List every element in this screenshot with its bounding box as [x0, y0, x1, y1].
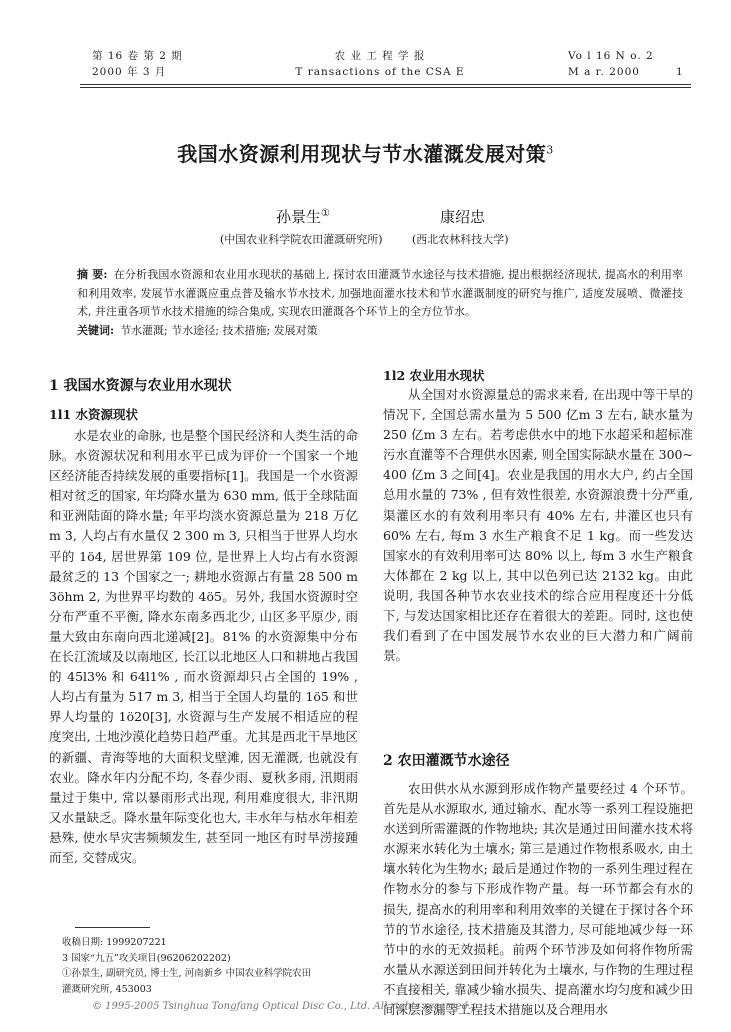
footnote-received-date: 收稿日期: 1999207221: [62, 937, 167, 948]
abstract: [77, 266, 683, 322]
title-footnote-mark: 3: [546, 143, 554, 157]
header-journal-cn: 农 业 工 程 学 报: [334, 50, 426, 62]
footnote-author-bio: ①孙景生, 副研究员, 博士生, 河南新乡 中国农业科学院农田: [62, 968, 312, 979]
subsection-1-2-heading: 1l2 农业用水现状: [383, 368, 485, 383]
header-volume-issue-en: Vo l 16 N o. 2: [568, 50, 654, 62]
author-2: [440, 206, 485, 227]
abstract-label: 摘 要:: [77, 268, 108, 281]
left-column-body: [49, 426, 358, 868]
header-date-en: M a r. 2000: [568, 66, 640, 78]
footnote-rule: [75, 927, 150, 928]
author-1-affiliation: (中国农业科学院农田灌溉研究所): [220, 233, 383, 246]
footnotes: [62, 935, 372, 997]
section-2-body: [383, 779, 693, 1020]
author-2-affiliation: (西北农林科技大学): [412, 233, 509, 246]
keywords: [77, 322, 683, 341]
header-journal-en: T ransactions of the CSA E: [295, 66, 465, 78]
header-date-cn: 2000 年 3 月: [92, 66, 167, 78]
subsection-1-1-heading: 1l1 水资源现状: [49, 407, 138, 422]
page-number: 1: [676, 66, 683, 78]
author-1-name: 孙景生: [276, 208, 322, 226]
section-1-heading: 1 我国水资源与农业用水现状: [49, 378, 232, 394]
running-header-left: [92, 48, 183, 80]
keywords-text: 节水灌溉; 节水途径; 技术措施; 发展对策: [120, 324, 318, 337]
header-rule-top: [80, 84, 691, 85]
author-2-name: 康绍忠: [440, 208, 486, 226]
keywords-label: 关键词:: [77, 324, 115, 337]
footnote-author-bio-cont: 灌溉研究所, 453003: [62, 983, 152, 995]
paragraph-water-resources: 水是农业的命脉, 也是整个国民经济和人类生活的命脉。水资源状况和利用水平已成为评价一个国家一个地区经济能否持续发展的重要指标[1]。我国是一个水资源相对贫乏的国家, 年均降水量为 630 mm, 低于全球陆面和亚洲陆面的降水量; 年平均淡水资源总量为 218 万亿 m 3, 人均占有水量仅 2 300 m 3, 只相当于世界人均水平的 1ö4, 居世界第 109 位, 是世界上人均占有水资源最贫乏的 13 个国家之一; 耕地水资源占有量 28 500 m 3öhm 2, 为世界平均数的 4ö5。另外, 我国水资源时空分布严重不平衡, 降水东南多西北少, 山区多平原少, 雨量大致由东南向西北递减[2]。81% 的水资源集中分布在长江流域及以南地区, 长江以北地区人口和耕地占我国的 45l3% 和 64l1% , 而水资源却只占全国的 19% , 人均占有量为 517 m 3, 相当于全国人均量的 1ö5 和世界人均量的 1ö20[3], 水资源与生产发展不相适应的程度突出, 土地沙漠化趋势日趋严重。尤其是西北干旱地区的新疆、青海等地的大面积戈壁滩, 因无灌溉, 也就没有农业。降水年内分配不均, 冬春少雨、夏秋多雨, 汛期雨量过于集中, 常以暴雨形式出现, 利用难度很大, 非汛期又水量缺乏。降水量年际变化也大, 丰水年与枯水年相差悬殊, 使水旱灾害频频发生, 甚至同一地区有时旱涝接踵而至, 交替成灾。: [49, 428, 358, 865]
paper-title: [60, 138, 671, 167]
section-2-heading: 2 农田灌溉节水途径: [383, 753, 510, 769]
header-volume-issue: 第 16 卷 第 2 期: [92, 50, 183, 62]
paragraph-agricultural-water: 从全国对水资源量总的需求来看, 在出现中等干旱的情况下, 全国总需水量为 5 500 亿m 3 左右, 缺水量为 250 亿m 3 左右。若考虑供水中的地下水超采和超标准污水直灌等不合理供水因素, 则全国实际缺水量在 300~ 400 亿m 3 之间[4]。农业是我国的用水大户, 约占全国总用水量的 73% , 但有效性很差, 水资源浪费十分严重, 渠灌区水的有效利用率只有 40% 左右, 井灌区也只有 60% 左右, 每m 3 水生产粮食不足 1 kg。而一些发达国家水的有效利用率可达 80% 以上, 每m 3 水生产粮食大体都在 2 kg 以上, 其中以色列已达 2132 kg。由此说明, 我国各种节水农业技术的综合应用程度还十分低下, 与发达国家相比还存在着很大的差距。同时, 这也使我们看到了在中国发展节水农业的巨大潜力和广阔前景。: [383, 387, 693, 664]
author-1-mark: ①: [321, 208, 330, 219]
right-column-body: [383, 385, 693, 666]
header-rule-bottom: [80, 87, 691, 88]
paper-title-text: 我国水资源利用现状与节水灌溉发展对策: [177, 142, 547, 166]
paragraph-irrigation-pathways: 农田供水从水源到形成作物产量要经过 4 个环节。首先是从水源取水, 通过输水、配水等一系列工程设施把水送到所需灌溉的作物地块; 其次是通过田间灌水技术将水源来水转化为土壤水; 第三是通过作物根系吸水, 由土壤水转化为生物水; 最后是通过作物的一系列生理过程在作物水分的参与下形成作物产量。每一环节都会有水的损失, 提高水的利用率和利用效率的关键在于探讨各个环节的节水途径, 技术措施及其潜力, 尽可能地减少每一环节中的水的无效损耗。前两个环节涉及如何将作物所需水量从水源送到田间并转化为土壤水, 与作物的生理过程不直接相关, 靠减少输水损失、提高灌水均匀度和减少田间深层渗漏等工程技术措施以及合理用水: [383, 781, 693, 1018]
author-1: [276, 206, 330, 227]
running-header-right: [568, 48, 654, 80]
abstract-text: 在分析我国水资源和农业用水现状的基础上, 探讨农田灌溉节水途径与技术措施, 提出根据经济现状, 提高水的利用率和利用效率, 发展节水灌溉应重点普及输水节水技术, 加强地面灌水技术和节水灌溉制度的研究与推广, 适度发展喷、微灌技术, 并注重各项节水技术措施的综合集成, 实现农田灌溉各个环节上的全方位节水。: [77, 268, 684, 318]
copyright-notice: © 1995-2005 Tsinghua Tongfang Optical Disc Co., Ltd. All rights reserved.: [92, 1001, 472, 1012]
footnote-project: 3 国家“九五”攻关项目(96206202202): [62, 952, 231, 964]
running-header-center: [280, 48, 480, 80]
